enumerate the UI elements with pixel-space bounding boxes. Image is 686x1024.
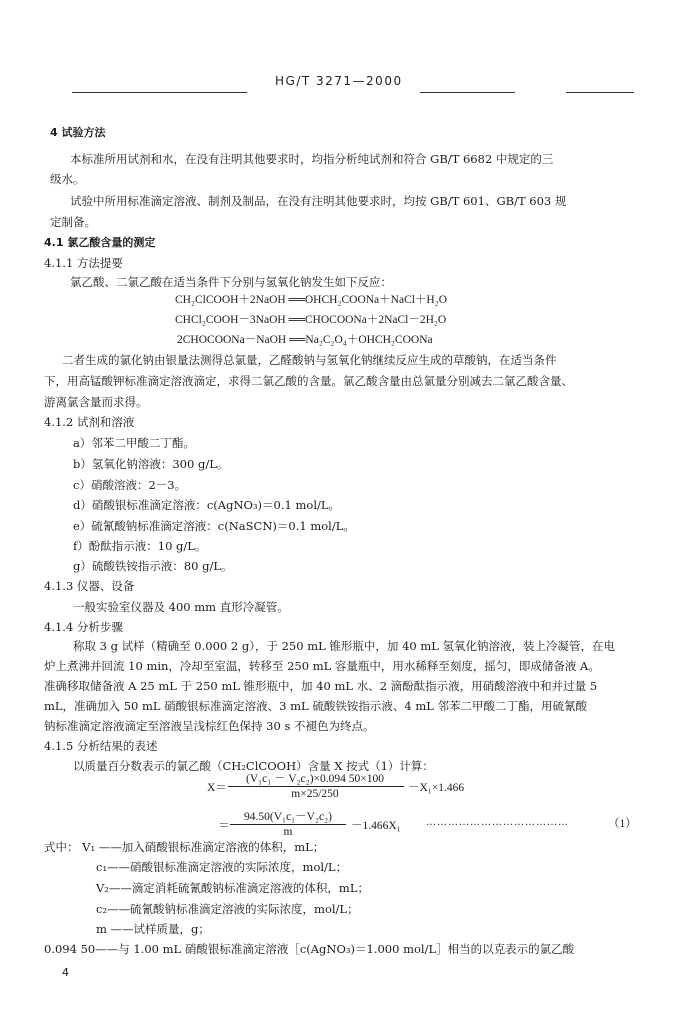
section-4-1-4-heading: 4.1.4 分析步骤 — [44, 620, 123, 634]
formula1-fraction-bar — [228, 786, 404, 787]
result-intro: 以质量百分数表示的氯乙酸（CH₂ClCOOH）含量 X 按式（1）计算： — [73, 759, 434, 773]
formula2-denominator: m — [283, 826, 293, 838]
legend-c1: c₁——硝酸银标准滴定溶液的实际浓度，mol/L； — [96, 860, 348, 874]
method-para-line2: 下，用高锰酸钾标准滴定溶液滴定，求得二氯乙酸的含量。氯乙酸含量由总氯量分别减去二氯乙酸含量、 — [44, 374, 573, 388]
method-para-line3: 游离氯含量而求得。 — [44, 395, 148, 409]
formula2-numerator: 94.50(V₁c₁－V₂c₂) — [244, 811, 332, 823]
legend-v1: 式中： V₁ ——加入硝酸银标准滴定溶液的体积，mL； — [44, 840, 325, 854]
formula1-tail: －X₁×1.466 — [408, 782, 465, 794]
procedure-line2: 炉上煮沸并回流 10 min，冷却至室温，转移至 250 mL 容量瓶中，用水稀释至刻度，摇匀，即成储备液 A。 — [44, 659, 600, 673]
section-4-para1-line1: 本标准所用试剂和水，在没有注明其他要求时，均指分析纯试剂和符合 GB/T 6682 中规定的三 — [70, 152, 554, 166]
reagent-item-d: d）硝酸银标准滴定溶液：c(AgNO₃)＝0.1 mol/L。 — [73, 498, 341, 512]
legend-constant: 0.094 50——与 1.00 mL 硝酸银标准滴定溶液［c(AgNO₃)＝1.000 mol/L］相当的以克表示的氯乙酸 — [44, 942, 575, 956]
apparatus-text: 一般实验室仪器及 400 mm 直形冷凝管。 — [73, 600, 289, 614]
formula2-fraction-bar — [230, 824, 346, 825]
legend-v2: V₂——滴定消耗硫氰酸钠标准滴定溶液的体积，mL； — [96, 881, 369, 895]
standard-code-header: HG/T 3271—2000 — [275, 74, 403, 88]
reagent-item-g: g）硫酸铁铵指示液：80 g/L。 — [73, 559, 233, 573]
section-4-1-3-heading: 4.1.3 仪器、设备 — [44, 579, 135, 593]
reagent-item-e: e）硫氰酸钠标准滴定溶液：c(NaSCN)＝0.1 mol/L。 — [73, 519, 355, 533]
formula-leader-dots: ………………………………… — [426, 817, 569, 828]
section-4-1-2-heading: 4.1.2 试剂和溶液 — [44, 415, 135, 429]
page-number: 4 — [62, 966, 69, 979]
header-rule-left — [72, 92, 247, 93]
formula1-numerator: (V₁c₁ － V₂c₂)×0.094 50×100 — [245, 773, 385, 785]
section-4-para2-line2: 定制备。 — [50, 215, 96, 229]
method-para-line1: 二者生成的氯化钠由银量法测得总氯量，乙醛酸钠与氢氧化钠继续反应生成的草酸钠，在适当条件 — [62, 353, 557, 367]
procedure-line3: 准确移取储备液 A 25 mL 于 250 mL 锥形瓶中，加 40 mL 水、2 滴酚酞指示液，用硝酸溶液中和并过量 5 — [44, 679, 598, 693]
section-4-para2-line1: 试验中所用标准滴定溶液、制剂及制品，在没有注明其他要求时，均按 GB/T 601、GB/T 603 规 — [70, 194, 567, 208]
reagent-item-b: b）氢氧化钠溶液：300 g/L。 — [73, 457, 229, 471]
section-4-1-1-heading: 4.1.1 方法提要 — [44, 256, 123, 270]
legend-c2: c₂——硫氰酸钠标准滴定溶液的实际浓度，mol/L； — [96, 902, 359, 916]
procedure-line5: 钠标准滴定溶液滴定至溶液呈浅棕红色保持 30 s 不褪色为终点。 — [44, 719, 375, 733]
reagent-item-a: a）邻苯二甲酸二丁酯。 — [73, 436, 195, 450]
formula2-tail: －1.466X₁ — [351, 820, 401, 832]
legend-m: m ——试样质量，g； — [96, 922, 210, 936]
procedure-line4: mL，准确加入 50 mL 硝酸银标准滴定溶液、3 mL 硫酸铁铵指示液、4 mL 邻苯二甲酸二丁酯，用硫氰酸 — [44, 699, 588, 713]
header-rule-right — [566, 92, 634, 93]
reaction-equation-2: CHCl₂COOH－3NaOH ══CHOCOONa＋2NaCl－2H₂O — [175, 314, 447, 326]
formula1-lhs: X＝ — [207, 782, 227, 794]
reagent-item-c: c）硝酸溶液：2－3。 — [73, 478, 187, 492]
section-4-1-heading: 4.1 氯乙酸含量的测定 — [44, 236, 156, 249]
header-rule-middle — [420, 92, 515, 93]
section-4-para1-line2: 级水。 — [50, 172, 85, 186]
reagent-item-f: f）酚酞指示液：10 g/L。 — [73, 539, 207, 553]
procedure-line1: 称取 3 g 试样（精确至 0.000 2 g），于 250 mL 锥形瓶中，加 40 mL 氢氧化钠溶液，装上冷凝管，在电 — [73, 639, 616, 653]
reaction-equation-1: CH₂ClCOOH＋2NaOH ══OHCH₂COONa＋NaCl＋H₂O — [175, 294, 448, 306]
section-4-heading: 4 试验方法 — [50, 126, 106, 139]
reaction-equation-3: 2CHOCOONa－NaOH ══Na₂C₂O₄＋OHCH₂COONa — [177, 334, 433, 346]
formula1-denominator: m×25/250 — [291, 788, 339, 800]
section-4-1-5-heading: 4.1.5 分析结果的表述 — [44, 739, 158, 753]
formula2-lhs: ＝ — [218, 820, 230, 832]
method-intro: 氯乙酸、二氯乙酸在适当条件下分别与氢氧化钠发生如下反应： — [70, 275, 392, 289]
formula-number: （1） — [608, 818, 637, 830]
